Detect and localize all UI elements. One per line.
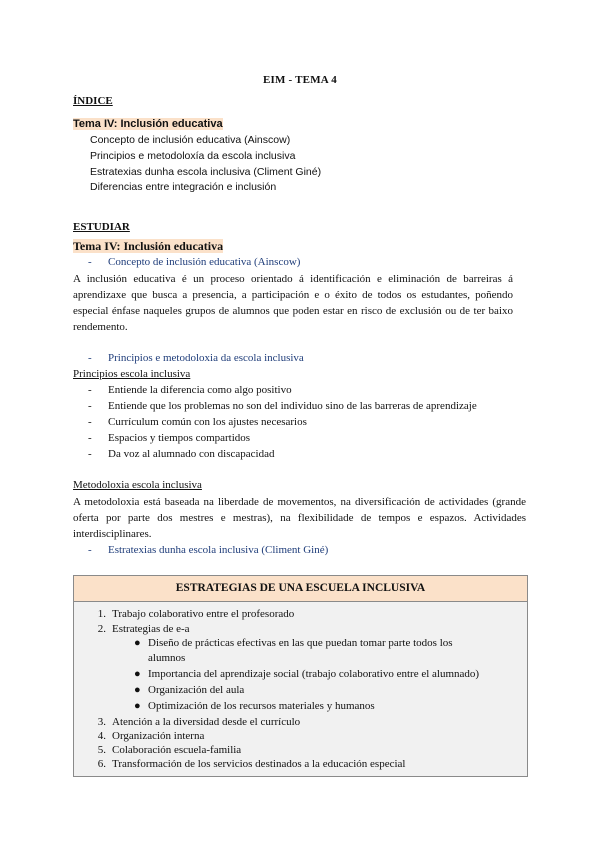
page-title: EIM - TEMA 4 (262, 74, 337, 86)
list-item-text: Organización interna (112, 730, 205, 742)
principles-link-text: Principios e metodoloxia da escola inclusiva (108, 352, 304, 364)
sub-list-item (134, 668, 479, 680)
index-item: Diferencias entre integración e inclusión (90, 181, 277, 193)
strategies-table (73, 575, 528, 777)
study-topic (73, 239, 223, 254)
dash-marker: - (88, 384, 92, 396)
index-topic-highlight: Tema IV: Inclusión educativa (73, 118, 223, 130)
list-item (88, 744, 241, 756)
dash-marker: - (88, 432, 92, 444)
list-item-text: Currículum común con los ajustes necesarios (108, 416, 307, 428)
methodology-paragraph: A metodoloxia está baseada na liberdade de movementos, na diversificación de actividades (grande oferta por parte dos mestres e mestras), na flexibilidade de tempos e espazos. Actividades interdisciplinares. (73, 496, 526, 540)
dash-marker: - (88, 400, 92, 412)
strategies-table-title: ESTRATEGIAS DE UNA ESCUELA INCLUSIVA (74, 576, 527, 602)
list-item-text: Entiende la diferencia como algo positivo (108, 384, 292, 396)
list-number: 3. (97, 716, 106, 728)
dash-marker: - (88, 256, 92, 268)
list-number: 1. (97, 608, 106, 620)
list-item (88, 432, 250, 444)
list-item-text: Estrategias de e-a (112, 623, 190, 635)
principles-link[interactable] (88, 352, 304, 364)
concept-paragraph: A inclusión educativa é un proceso orientado á identificación e eliminación de barreiras á aprendizaxe que busca a presencia, a participación e o éxito de todos os estudantes, poñendo especial énfase naqueles grupos de alumnos que poden estar en risco de exclusión ou de ter baixo rendemento. (73, 273, 513, 333)
list-item-text: Da voz al alumnado con discapacidad (108, 448, 275, 460)
sub-list-item-text: Importancia del aprendizaje social (trabajo colaborativo entre el alumnado) (148, 668, 480, 680)
methodology-heading: Metodoloxia escola inclusiva (73, 479, 202, 491)
dash-marker: - (88, 416, 92, 428)
strategies-link[interactable] (88, 544, 328, 556)
list-number: 4. (97, 730, 106, 742)
dash-marker: - (88, 544, 92, 556)
bullet-icon: ● (134, 637, 141, 649)
list-item-text: Transformación de los servicios destinados a la educación especial (112, 758, 406, 770)
sub-list-item (134, 684, 244, 696)
list-item (88, 758, 405, 770)
sub-list-item-text: Organización del aula (148, 684, 245, 696)
bullet-icon: ● (134, 684, 141, 696)
list-item (88, 730, 204, 742)
study-heading: ESTUDIAR (73, 221, 130, 233)
sub-list-item-continuation: alumnos (148, 652, 186, 664)
sub-list-item-text: Optimización de los recursos materiales y humanos (148, 700, 375, 712)
principles-heading: Principios escola inclusiva (73, 368, 191, 380)
list-item (88, 608, 294, 620)
dash-marker: - (88, 352, 92, 364)
index-heading: ÍNDICE (73, 95, 113, 107)
list-item (88, 384, 292, 396)
index-item: Principios e metodoloxía da escola inclusiva (90, 150, 296, 162)
list-item (88, 716, 300, 728)
concept-link-text: Concepto de inclusión educativa (Ainscow) (108, 256, 301, 268)
dash-marker: - (88, 448, 92, 460)
bullet-icon: ● (134, 668, 141, 680)
list-item-text: Entiende que los problemas no son del individuo sino de las barreras de aprendizaje (108, 400, 477, 412)
concept-link[interactable] (88, 256, 300, 268)
index-topic (73, 118, 223, 130)
index-item: Estratexias dunha escola inclusiva (Climent Giné) (90, 166, 322, 178)
list-item-text: Atención a la diversidad desde el currículo (112, 716, 301, 728)
list-item (88, 400, 477, 412)
list-item-text: Espacios y tiempos compartidos (108, 432, 251, 444)
sub-list-item (134, 637, 453, 649)
list-item (88, 623, 190, 635)
list-number: 2. (97, 623, 106, 635)
list-item-text: Colaboración escuela-familia (112, 744, 242, 756)
study-topic-highlight: Tema IV: Inclusión educativa (73, 239, 224, 253)
list-number: 5. (97, 744, 106, 756)
sub-list-item (134, 700, 375, 712)
bullet-icon: ● (134, 700, 141, 712)
sub-list-item-text: Diseño de prácticas efectivas en las que puedan tomar parte todos los (148, 637, 453, 649)
list-number: 6. (97, 758, 106, 770)
list-item (88, 416, 307, 428)
list-item-text: Trabajo colaborativo entre el profesorado (112, 608, 295, 620)
list-item (88, 448, 274, 460)
index-item: Concepto de inclusión educativa (Ainscow) (90, 134, 291, 146)
strategies-link-text: Estratexias dunha escola inclusiva (Climent Giné) (108, 544, 329, 556)
